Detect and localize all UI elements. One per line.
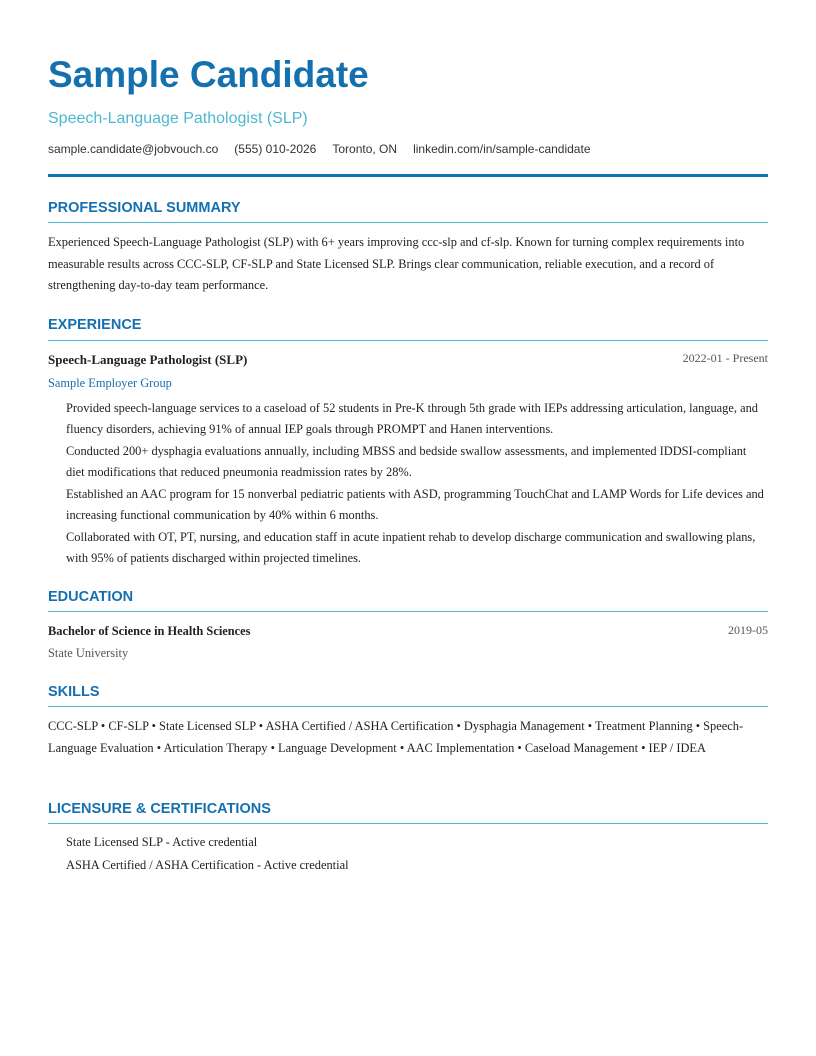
job-employer: Sample Employer Group (48, 376, 172, 390)
contact-phone: (555) 010-2026 (234, 142, 317, 156)
summary-section-divider (48, 222, 768, 223)
header-divider (48, 174, 768, 177)
contact-location: Toronto, ON (332, 142, 398, 156)
experience-section-divider (48, 340, 768, 341)
skills-section-divider (48, 706, 768, 707)
certification-item: State Licensed SLP - Active credential (66, 835, 258, 849)
certifications-list (66, 831, 766, 877)
certification-item: ASHA Certified / ASHA Certification - Active credential (66, 858, 349, 872)
job-bullet: Collaborated with OT, PT, nursing, and education staff in acute inpatient rehab to develop discharge communication and swallowing plans, with 95% of patients discharged within projected timelines. (66, 530, 756, 565)
job-title: Speech-Language Pathologist (SLP) (48, 352, 248, 367)
job-bullet: Established an AAC program for 15 nonverbal pediatric patients with ASD, programming TouchChat and LAMP Words for Life devices and increasing functional communication by 40% within 6 months. (66, 487, 764, 522)
skills-section-title: SKILLS (48, 684, 100, 700)
education-date: 2019-05 (728, 623, 768, 637)
candidate-headline: Speech-Language Pathologist (SLP) (48, 110, 308, 127)
education-school: State University (48, 646, 129, 660)
education-section-divider (48, 611, 768, 612)
certifications-section-title: LICENSURE & CERTIFICATIONS (48, 801, 271, 817)
candidate-name: Sample Candidate (48, 54, 369, 95)
education-section-title: EDUCATION (48, 589, 134, 605)
job-bullet: Conducted 200+ dysphagia evaluations annually, including MBSS and bedside swallow assessments, and implemented IDDSI-compliant diet modifications that reduced pneumonia readmission rates by 28%. (66, 444, 747, 479)
job-bullet-list (66, 398, 766, 570)
skills-text: CCC-SLP • CF-SLP • State Licensed SLP • ASHA Certified / ASHA Certification • Dysphagia Management • Treatment Planning • Speech-Language Evaluation • Articulation Therapy • Language Development • AAC Implementation • Caseload Management • IEP / IDEA (48, 719, 744, 755)
contact-email: sample.candidate@jobvouch.co (48, 142, 219, 156)
job-bullet: Provided speech-language services to a caseload of 52 students in Pre-K through 5th grade with IEPs addressing articulation, language, and fluency disorders, achieving 91% of annual IEP goals through PROMPT and Hanen interventions. (66, 401, 758, 436)
summary-text: Experienced Speech-Language Pathologist (SLP) with 6+ years improving ccc-slp and cf-slp. Known for turning complex requirements into measurable results across CCC-SLP, CF-SLP and State Licensed SLP. Brings clear communication, reliable execution, and a record of strengthening day-to-day team performance. (48, 235, 745, 292)
contact-line (48, 141, 607, 157)
education-degree: Bachelor of Science in Health Sciences (48, 624, 251, 638)
contact-linkedin: linkedin.com/in/sample-candidate (413, 142, 591, 156)
certifications-section-divider (48, 823, 768, 824)
experience-section-title: EXPERIENCE (48, 317, 142, 333)
summary-section-title: PROFESSIONAL SUMMARY (48, 200, 241, 216)
job-dates: 2022-01 - Present (682, 351, 768, 365)
